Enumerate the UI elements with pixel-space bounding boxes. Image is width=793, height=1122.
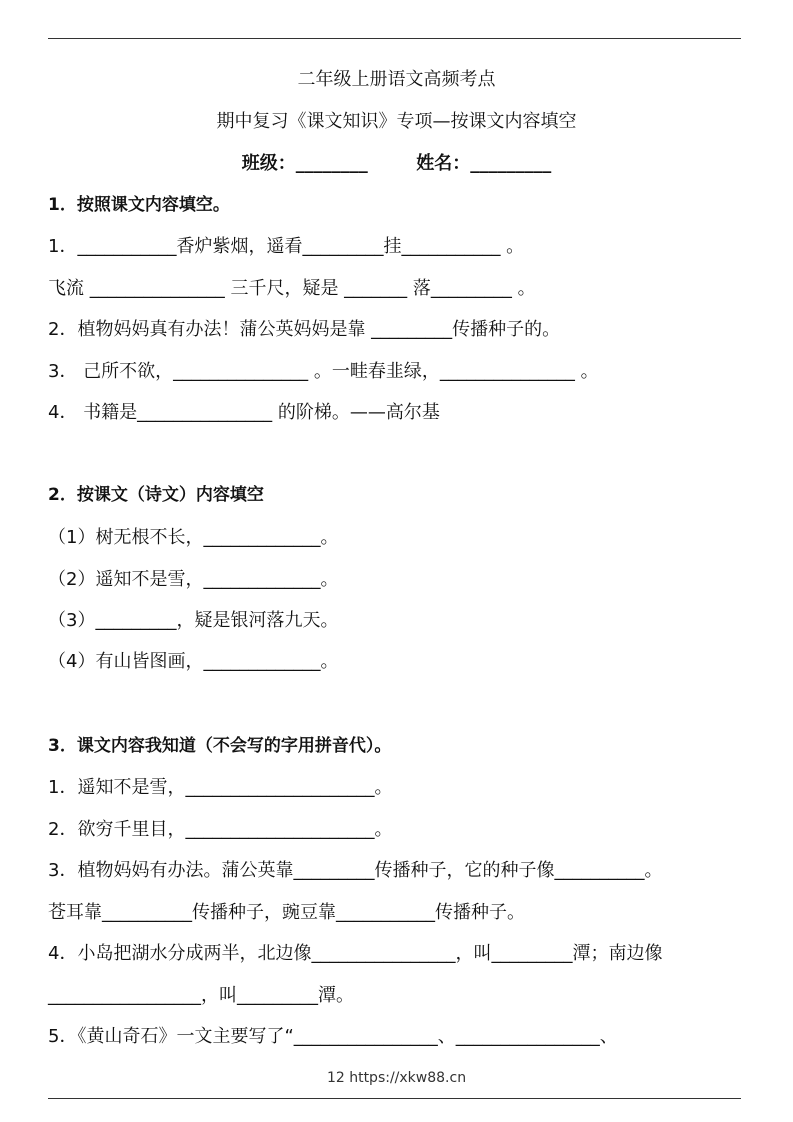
section3-item[interactable]: 2．欲穷千里目，_____________________。	[48, 819, 393, 840]
page-footer: 12 https://xkw88.cn	[326, 1070, 467, 1086]
section3-heading: 3．课文内容我知道（不会写的字用拼音代）。	[48, 736, 392, 756]
section1-heading: 1．按照课文内容填空。	[48, 195, 230, 215]
section3-item[interactable]: 苍耳靠__________传播种子，豌豆靠___________传播种子。	[48, 902, 525, 923]
top-rule	[48, 38, 741, 39]
section2-heading: 2．按课文（诗文）内容填空	[48, 485, 264, 505]
class-field[interactable]: 班级：________	[241, 153, 368, 174]
section3-item[interactable]: 3．植物妈妈有办法。蒲公英靠_________传播种子，它的种子像__________。	[48, 860, 663, 881]
name-field[interactable]: 姓名：_________	[416, 153, 552, 174]
bottom-rule	[48, 1098, 741, 1099]
page-title: 二年级上册语文高频考点	[297, 69, 496, 90]
section3-item[interactable]: 4．小岛把湖水分成两半，北边像________________，叫_________潭；南边像	[48, 943, 663, 964]
section1-item[interactable]: 4． 书籍是_______________ 的阶梯。——高尔基	[48, 402, 440, 423]
section2-item[interactable]: （1）树无根不长，_____________。	[48, 527, 339, 548]
section1-item[interactable]: 3． 己所不欲，_______________ 。一畦春韭绿，_______________ 。	[48, 361, 599, 382]
section1-item[interactable]: 1．___________香炉紫烟，遥看_________挂___________ 。	[48, 236, 525, 257]
student-info-row	[0, 152, 793, 176]
section3-item[interactable]: _________________，叫_________潭。	[48, 985, 354, 1006]
section3-item[interactable]: 5．《黄山奇石》一文主要写了“________________、________________、	[48, 1026, 618, 1047]
section2-item[interactable]: （4）有山皆图画，_____________。	[48, 651, 339, 672]
section1-item[interactable]: 2．植物妈妈真有办法！蒲公英妈妈是靠 _________传播种子的。	[48, 319, 561, 340]
section1-item[interactable]: 飞流 _______________ 三千尺，疑是 _______ 落_________ 。	[48, 278, 536, 299]
section3-item[interactable]: 1．遥知不是雪，_____________________。	[48, 777, 393, 798]
page-subtitle: 期中复习《课文知识》专项—按课文内容填空	[216, 111, 577, 132]
section2-item[interactable]: （3）_________，疑是银河落九天。	[48, 610, 339, 631]
section2-item[interactable]: （2）遥知不是雪，_____________。	[48, 569, 339, 590]
